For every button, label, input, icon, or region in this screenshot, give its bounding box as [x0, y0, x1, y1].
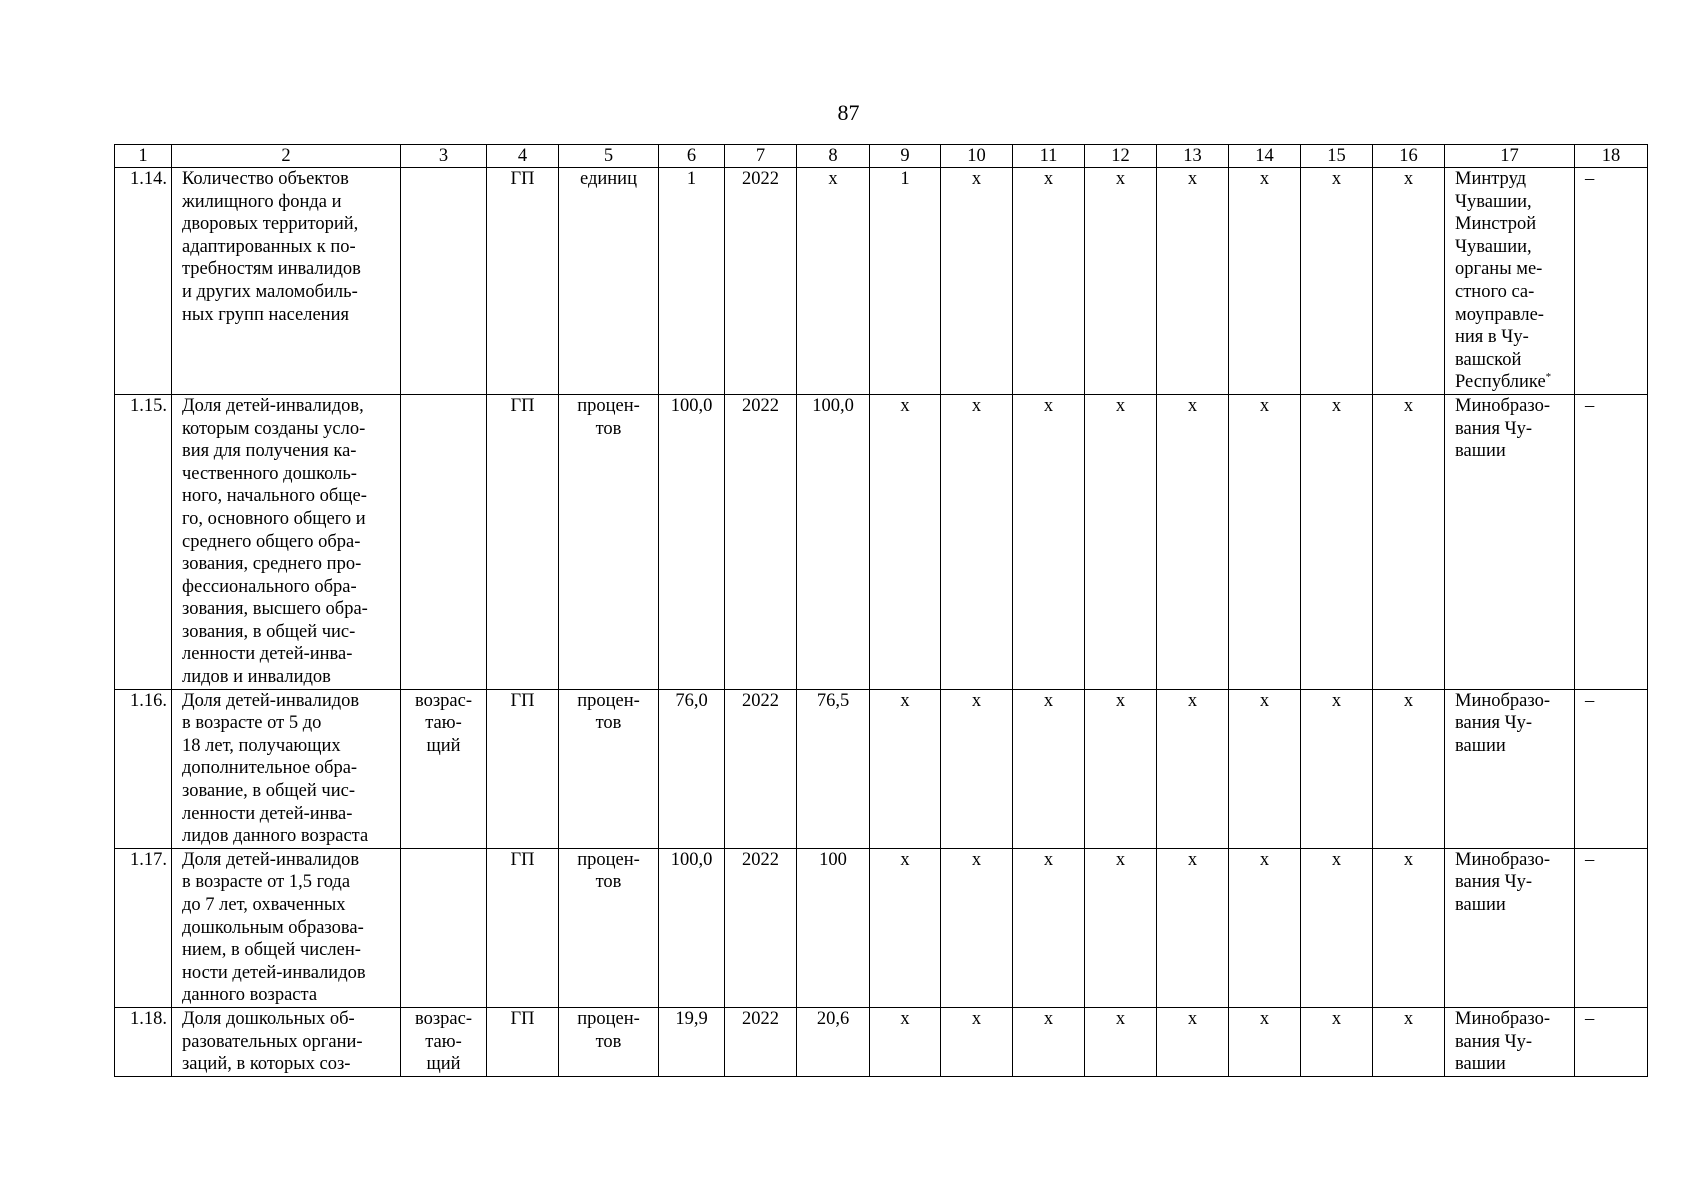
- program-code: ГП: [487, 168, 559, 395]
- responsible-executor-line: Чувашии,: [1455, 191, 1532, 212]
- indicator-name-line: зования, высшего обра-: [182, 599, 368, 620]
- value-col-8: x: [797, 168, 870, 395]
- table-row: [115, 1007, 1648, 1076]
- indicator-name-line: ности детей-инвалидов: [182, 962, 366, 983]
- unit-of-measure: [559, 168, 659, 395]
- value-col-12: x: [1085, 168, 1157, 395]
- value-col-16: x: [1373, 168, 1445, 395]
- indicator-type-line: возрас-: [415, 690, 472, 711]
- value-col-18: –: [1575, 848, 1648, 1007]
- row-number: 1.18.: [115, 1007, 172, 1076]
- indicator-name-line: Доля детей-инвалидов: [182, 849, 360, 870]
- indicator-name-line: в возрасте от 5 до: [182, 713, 322, 734]
- table-row: [115, 394, 1648, 689]
- indicator-name-line: го, основного общего и: [182, 508, 366, 529]
- value-col-11: x: [1013, 394, 1085, 689]
- value-col-11: x: [1013, 689, 1085, 848]
- responsible-executor-line: вашии: [1455, 735, 1506, 756]
- indicator-name-line: требностям инвалидов: [182, 259, 361, 280]
- table-row: [115, 689, 1648, 848]
- responsible-executor-line: Минстрой: [1455, 214, 1537, 235]
- unit-of-measure-line: процен-: [577, 1008, 640, 1029]
- responsible-executor-line: Минобразо-: [1455, 395, 1550, 416]
- indicator-type: [401, 394, 487, 689]
- value-col-6: 100,0: [659, 848, 725, 1007]
- value-col-16: x: [1373, 1007, 1445, 1076]
- value-col-7: 2022: [725, 168, 797, 395]
- column-header-2: 2: [172, 145, 401, 168]
- unit-of-measure-line: тов: [595, 1031, 622, 1052]
- responsible-executor: [1445, 168, 1575, 395]
- value-col-9: 1: [870, 168, 941, 395]
- indicator-type-line: таю-: [425, 1031, 462, 1052]
- responsible-executor-line: ния в Чу-: [1455, 327, 1529, 348]
- responsible-executor: [1445, 848, 1575, 1007]
- responsible-executor-line: органы ме-: [1455, 259, 1543, 280]
- indicator-name-line: Доля детей-инвалидов: [182, 690, 360, 711]
- value-col-16: x: [1373, 394, 1445, 689]
- indicator-type-line: возрас-: [415, 1008, 472, 1029]
- indicator-name: [172, 848, 401, 1007]
- value-col-13: x: [1157, 689, 1229, 848]
- value-col-15: x: [1301, 1007, 1373, 1076]
- page-number: 87: [837, 100, 860, 125]
- indicator-name-line: разовательных органи-: [182, 1031, 363, 1052]
- value-col-12: x: [1085, 848, 1157, 1007]
- value-col-8: 76,5: [797, 689, 870, 848]
- responsible-executor-line: Минтруд: [1455, 169, 1527, 189]
- value-col-14: x: [1229, 168, 1301, 395]
- value-col-12: x: [1085, 394, 1157, 689]
- indicator-name-line: лидов и инвалидов: [182, 667, 331, 688]
- indicator-name-line: жилищного фонда и: [182, 191, 342, 212]
- column-header-18: 18: [1575, 145, 1648, 168]
- unit-of-measure-line: тов: [595, 872, 622, 893]
- indicator-name-line: вия для получения ка-: [182, 441, 357, 462]
- column-header-3: 3: [401, 145, 487, 168]
- responsible-executor-line: вания Чу-: [1455, 713, 1533, 734]
- value-col-11: x: [1013, 168, 1085, 395]
- value-col-6: 19,9: [659, 1007, 725, 1076]
- column-header-9: 9: [870, 145, 941, 168]
- indicator-name-line: среднего общего обра-: [182, 531, 361, 552]
- value-col-8: 100,0: [797, 394, 870, 689]
- program-code: ГП: [487, 848, 559, 1007]
- value-col-11: x: [1013, 848, 1085, 1007]
- responsible-executor-line: вашии: [1455, 1054, 1506, 1075]
- column-header-7: 7: [725, 145, 797, 168]
- value-col-13: x: [1157, 394, 1229, 689]
- table-row: [115, 848, 1648, 1007]
- indicator-name: [172, 168, 401, 395]
- value-col-13: x: [1157, 168, 1229, 395]
- responsible-executor-line: Минобразо-: [1455, 1008, 1550, 1029]
- value-col-13: x: [1157, 848, 1229, 1007]
- value-col-10: x: [941, 848, 1013, 1007]
- column-header-15: 15: [1301, 145, 1373, 168]
- column-header-11: 11: [1013, 145, 1085, 168]
- indicator-name-line: дошкольным образова-: [182, 917, 364, 938]
- program-code: ГП: [487, 1007, 559, 1076]
- indicator-name-line: и других маломобиль-: [182, 281, 358, 302]
- unit-of-measure: [559, 1007, 659, 1076]
- indicator-name-line: 18 лет, получающих: [182, 735, 341, 756]
- indicator-name-line: в возрасте от 1,5 года: [182, 872, 351, 893]
- indicator-name-line: дополнительное обра-: [182, 758, 358, 779]
- value-col-18: –: [1575, 394, 1648, 689]
- indicator-type: [401, 1007, 487, 1076]
- indicator-name-line: чественного дошколь-: [182, 463, 357, 484]
- indicators-table: [114, 144, 1648, 1077]
- unit-of-measure-line: процен-: [577, 849, 640, 870]
- column-header-6: 6: [659, 145, 725, 168]
- indicator-name-line: Количество объектов: [182, 169, 349, 189]
- value-col-15: x: [1301, 689, 1373, 848]
- value-col-10: x: [941, 394, 1013, 689]
- indicator-name: [172, 689, 401, 848]
- column-header-17: 17: [1445, 145, 1575, 168]
- indicator-name-line: адаптированных к по-: [182, 236, 356, 257]
- responsible-executor-line: Чувашии,: [1455, 236, 1532, 257]
- value-col-15: x: [1301, 394, 1373, 689]
- column-header-16: 16: [1373, 145, 1445, 168]
- indicator-name-line: ленности детей-инва-: [182, 644, 353, 665]
- responsible-executor: [1445, 1007, 1575, 1076]
- value-col-7: 2022: [725, 394, 797, 689]
- indicator-name-line: ных групп населения: [182, 304, 349, 325]
- indicator-name-line: ного, начального обще-: [182, 486, 367, 507]
- value-col-7: 2022: [725, 689, 797, 848]
- indicator-type: [401, 689, 487, 848]
- value-col-12: x: [1085, 1007, 1157, 1076]
- value-col-12: x: [1085, 689, 1157, 848]
- value-col-14: x: [1229, 848, 1301, 1007]
- value-col-6: 76,0: [659, 689, 725, 848]
- responsible-executor-line: вашии: [1455, 441, 1506, 462]
- value-col-16: x: [1373, 848, 1445, 1007]
- responsible-executor-line: вания Чу-: [1455, 1031, 1533, 1052]
- indicator-name: [172, 394, 401, 689]
- value-col-7: 2022: [725, 1007, 797, 1076]
- responsible-executor-line: вания Чу-: [1455, 872, 1533, 893]
- indicator-name-line: дворовых территорий,: [182, 214, 359, 235]
- value-col-10: x: [941, 689, 1013, 848]
- indicator-type: [401, 848, 487, 1007]
- responsible-executor-line: стного са-: [1455, 281, 1535, 302]
- indicator-name-line: Доля дошкольных об-: [182, 1008, 355, 1029]
- column-header-4: 4: [487, 145, 559, 168]
- unit-of-measure-line: процен-: [577, 690, 640, 711]
- unit-of-measure-line: тов: [595, 713, 622, 734]
- responsible-executor: [1445, 394, 1575, 689]
- value-col-16: x: [1373, 689, 1445, 848]
- row-number: 1.16.: [115, 689, 172, 848]
- unit-of-measure: [559, 689, 659, 848]
- table-body: [115, 168, 1648, 1077]
- value-col-18: –: [1575, 168, 1648, 395]
- indicator-name-line: до 7 лет, охваченных: [182, 895, 346, 915]
- value-col-13: x: [1157, 1007, 1229, 1076]
- indicator-name-line: которым созданы усло-: [182, 418, 366, 439]
- value-col-9: x: [870, 689, 941, 848]
- indicator-name-line: нием, в общей числен-: [182, 940, 361, 961]
- unit-of-measure: [559, 394, 659, 689]
- row-number: 1.17.: [115, 848, 172, 1007]
- column-header-14: 14: [1229, 145, 1301, 168]
- unit-of-measure-line: единиц: [580, 169, 637, 189]
- value-col-6: 100,0: [659, 394, 725, 689]
- responsible-executor-line: вашии: [1455, 895, 1506, 915]
- value-col-9: x: [870, 848, 941, 1007]
- indicator-type-line: щий: [426, 1054, 461, 1075]
- indicator-name-line: заций, в которых соз-: [182, 1054, 351, 1075]
- indicator-name-line: зования, среднего про-: [182, 554, 362, 575]
- indicator-name-line: фессионального обра-: [182, 576, 357, 597]
- table-row: [115, 168, 1648, 395]
- indicator-name-line: ленности детей-инва-: [182, 803, 353, 824]
- footnote-mark: *: [1545, 371, 1552, 384]
- indicator-name-line: зования, в общей чис-: [182, 621, 356, 642]
- value-col-9: x: [870, 1007, 941, 1076]
- indicator-type: [401, 168, 487, 395]
- value-col-7: 2022: [725, 848, 797, 1007]
- value-col-10: x: [941, 1007, 1013, 1076]
- value-col-10: x: [941, 168, 1013, 395]
- value-col-8: 100: [797, 848, 870, 1007]
- responsible-executor-line: Минобразо-: [1455, 690, 1550, 711]
- value-col-11: x: [1013, 1007, 1085, 1076]
- value-col-8: 20,6: [797, 1007, 870, 1076]
- value-col-15: x: [1301, 168, 1373, 395]
- responsible-executor-line: вания Чу-: [1455, 418, 1533, 439]
- column-header-5: 5: [559, 145, 659, 168]
- responsible-executor: [1445, 689, 1575, 848]
- indicator-type-line: щий: [426, 735, 461, 756]
- indicator-name-line: данного возраста: [182, 985, 318, 1006]
- column-header-1: 1: [115, 145, 172, 168]
- row-number: 1.14.: [115, 168, 172, 395]
- indicator-name-line: Доля детей-инвалидов,: [182, 395, 364, 416]
- value-col-14: x: [1229, 1007, 1301, 1076]
- column-number-row: [115, 145, 1648, 168]
- unit-of-measure-line: тов: [595, 418, 622, 439]
- unit-of-measure-line: процен-: [577, 395, 640, 416]
- value-col-18: –: [1575, 1007, 1648, 1076]
- row-number: 1.15.: [115, 394, 172, 689]
- column-header-8: 8: [797, 145, 870, 168]
- column-header-13: 13: [1157, 145, 1229, 168]
- value-col-14: x: [1229, 394, 1301, 689]
- unit-of-measure: [559, 848, 659, 1007]
- responsible-executor-line: вашской: [1455, 349, 1522, 370]
- value-col-9: x: [870, 394, 941, 689]
- responsible-executor-line: Минобразо-: [1455, 849, 1550, 870]
- value-col-14: x: [1229, 689, 1301, 848]
- responsible-executor-line: моуправле-: [1455, 304, 1544, 325]
- value-col-18: –: [1575, 689, 1648, 848]
- program-code: ГП: [487, 689, 559, 848]
- column-header-12: 12: [1085, 145, 1157, 168]
- responsible-executor-line: Республике*: [1455, 371, 1552, 393]
- value-col-15: x: [1301, 848, 1373, 1007]
- indicator-type-line: таю-: [425, 713, 462, 734]
- indicator-name: [172, 1007, 401, 1076]
- column-header-10: 10: [941, 145, 1013, 168]
- indicator-name-line: зование, в общей чис-: [182, 781, 355, 802]
- value-col-6: 1: [659, 168, 725, 395]
- program-code: ГП: [487, 394, 559, 689]
- indicator-name-line: лидов данного возраста: [182, 826, 369, 847]
